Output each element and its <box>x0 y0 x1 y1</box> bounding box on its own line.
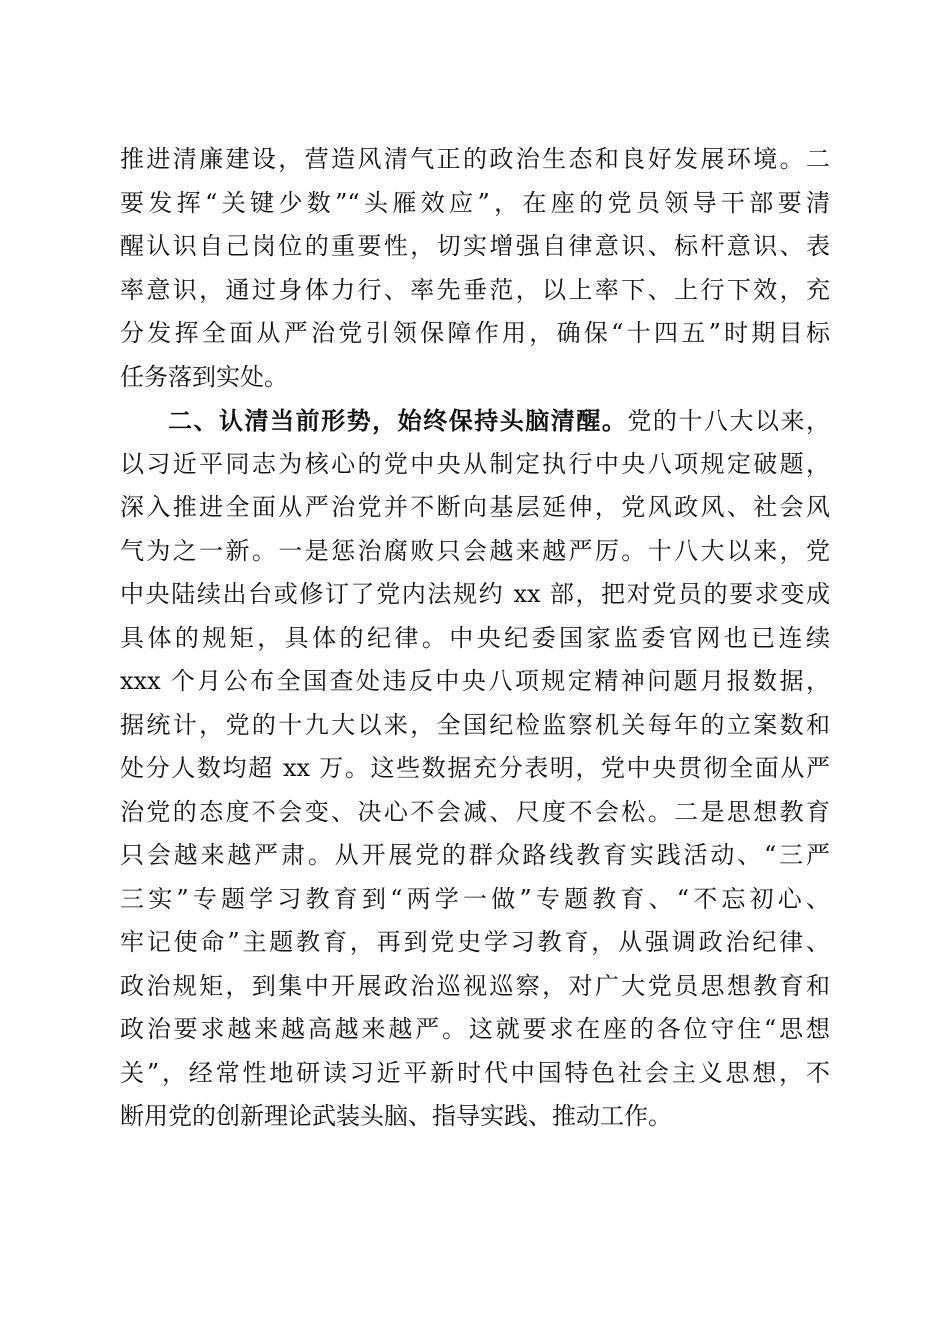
text-line: 中央陆续出台或修订了党内法规约 xx 部，把对党员的要求变成 <box>120 580 830 608</box>
section-heading-line <box>120 399 830 443</box>
text-line: 只会越来越严肃。从开展党的群众路线教育实践活动、“三严 <box>120 841 830 869</box>
text-line: 醒认识自己岗位的重要性，切实增强自律意识、标杆意识、表 <box>120 232 830 260</box>
text-line: 断用党的创新理论武装头脑、指导实践、推动工作。 <box>120 1102 672 1130</box>
paragraph-1 <box>120 138 830 399</box>
text-run: 党的十八大以来， <box>627 407 830 435</box>
text-line: 气为之一新。一是惩治腐败只会越来越严厉。十八大以来，党 <box>120 536 830 565</box>
text-line: 任务落到实处。 <box>120 362 288 391</box>
document-body <box>120 138 830 1139</box>
text-line: 治党的态度不会变、决心不会减、尺度不会松。二是思想教育 <box>120 797 830 826</box>
text-line: 关”，经常性地研读习近平新时代中国特色社会主义思想，不 <box>120 1058 830 1087</box>
text-line: 推进清廉建设，营造风清气正的政治生态和良好发展环境。二 <box>120 145 830 173</box>
text-line: 要发挥“关键少数”“头雁效应”，在座的党员领导干部要清 <box>120 188 830 217</box>
text-line: 牢记使命”主题教育，再到党史学习教育，从强调政治纪律、 <box>120 928 830 956</box>
paragraph-2 <box>120 399 830 1139</box>
text-line: 具体的规矩，具体的纪律。中央纪委国家监委官网也已连续 <box>120 623 830 652</box>
text-line: 分发挥全面从严治党引领保障作用，确保“十四五”时期目标 <box>120 319 830 347</box>
section-heading: 二、认清当前形势，始终保持头脑清醒。 <box>168 406 628 435</box>
text-line: 以习近平同志为核心的党中央从制定执行中央八项规定破题， <box>120 449 830 478</box>
text-line: 政治规矩，到集中开展政治巡视巡察，对广大党员思想教育和 <box>120 971 830 1000</box>
text-line: 处分人数均超 xx 万。这些数据充分表明，党中央贯彻全面从严 <box>120 754 830 782</box>
text-line: 据统计，党的十九大以来，全国纪检监察机关每年的立案数和 <box>120 710 830 739</box>
text-line: xxx 个月公布全国查处违反中央八项规定精神问题月报数据， <box>120 667 830 695</box>
text-line: 深入推进全面从严治党并不断向基层延伸，党风政风、社会风 <box>120 493 830 521</box>
text-line: 三实”专题学习教育到“两学一做”专题教育、“不忘初心、 <box>120 884 830 913</box>
text-line: 率意识，通过身体力行、率先垂范，以上率下、上行下效，充 <box>120 275 830 304</box>
text-line: 政治要求越来越高越来越严。这就要求在座的各位守住“思想 <box>120 1015 830 1043</box>
